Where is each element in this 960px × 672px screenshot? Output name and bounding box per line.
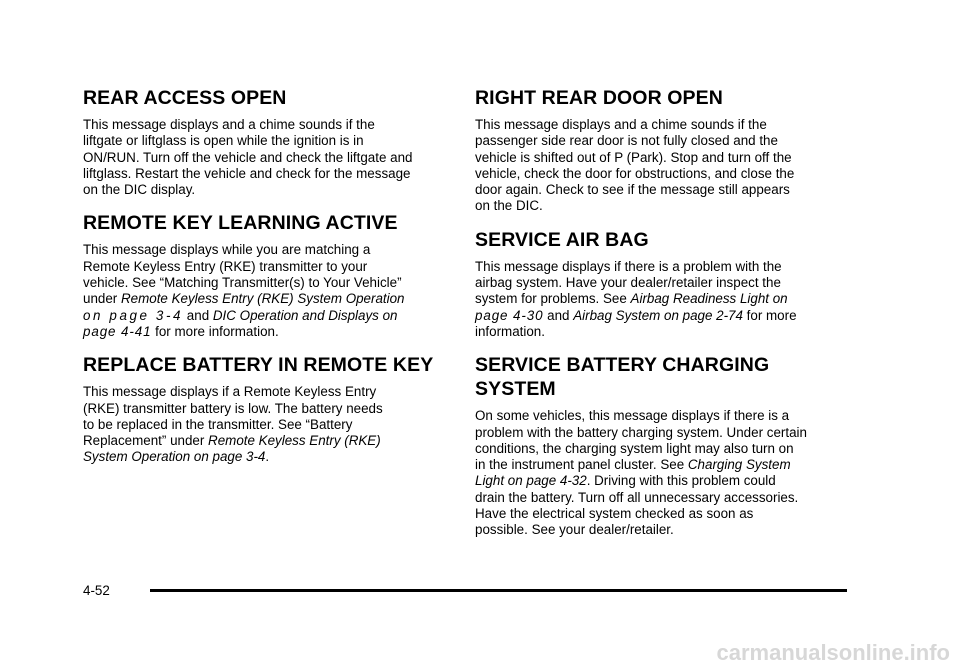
body-line: (RKE) transmitter battery is low. The battery needs (83, 400, 383, 416)
section-body (475, 117, 850, 215)
body-line: This message displays while you are matching a (83, 242, 371, 258)
section-remote-key-learning-active (83, 211, 458, 340)
heading-line: SERVICE BATTERY CHARGING (475, 354, 770, 377)
line-text: for more (742, 307, 797, 323)
page-reference-link[interactable]: on page 3-4 (83, 307, 184, 323)
body-line: This message displays if there is a problem with the (475, 258, 782, 274)
body-line: This message displays and a chime sounds if the (475, 117, 767, 132)
line-text: and (183, 307, 213, 323)
body-line: possible. See your dealer/retailer. (475, 522, 674, 538)
body-line: on the DIC. (475, 198, 543, 214)
heading-line: SYSTEM (475, 378, 556, 401)
section-body (475, 259, 850, 340)
body-line (475, 473, 850, 489)
section-heading: RIGHT REAR DOOR OPEN (475, 87, 723, 109)
section-body (83, 117, 458, 198)
body-line: This message displays and a chime sounds if the (83, 117, 375, 132)
line-text: and (543, 307, 574, 323)
body-line (83, 291, 458, 307)
body-line: vehicle is shifted out of P (Park). Stop and turn off the (475, 149, 792, 165)
line-text: for more information. (151, 323, 279, 339)
body-line: to be replaced in the transmitter. See “Battery (83, 416, 353, 432)
body-line (475, 308, 850, 324)
body-line: liftgate or liftglass is open while the ignition is in (83, 133, 364, 149)
body-line: door again. Check to see if the message still appears (475, 182, 790, 198)
line-text: Replacement” under (83, 433, 209, 449)
line-text: . (265, 449, 270, 465)
section-service-air-bag (475, 228, 850, 340)
body-line (475, 457, 850, 473)
section-right-rear-door-open (475, 86, 850, 215)
section-heading: REAR ACCESS OPEN (83, 87, 287, 109)
section-body (83, 384, 458, 465)
cross-reference-link[interactable]: Light on page 4-32 (475, 473, 587, 489)
footer-rule (150, 589, 847, 592)
right-column (475, 86, 850, 552)
line-text: in the instrument panel cluster. See (475, 457, 688, 473)
body-line: airbag system. Have your dealer/retailer inspect the (475, 275, 781, 291)
body-line: conditions, the charging system light may also turn on (475, 440, 794, 456)
section-heading: REMOTE KEY LEARNING ACTIVE (83, 212, 398, 235)
watermark: carmanualsonline.info (716, 640, 950, 665)
cross-reference-link[interactable]: Airbag Readiness Light on (630, 291, 788, 307)
section-rear-access-open (83, 86, 458, 198)
body-line: vehicle. See “Matching Transmitter(s) to Your Vehicle” (83, 275, 402, 291)
body-line: passenger side rear door is not fully closed and the (475, 133, 778, 149)
page-reference-link[interactable]: page 4-41 (83, 323, 152, 339)
page-reference-link[interactable]: page 4-30 (475, 307, 544, 323)
cross-reference-link[interactable]: Remote Keyless Entry (RKE) System Operation (120, 291, 405, 307)
cross-reference-link[interactable]: DIC Operation and Displays on (212, 307, 398, 323)
body-line (83, 308, 458, 324)
body-line: This message displays if a Remote Keyless Entry (83, 384, 377, 400)
section-heading: SERVICE AIR BAG (475, 228, 649, 251)
section-body (83, 242, 458, 340)
body-line: Have the electrical system checked as soon as (475, 506, 754, 522)
body-line: drain the battery. Turn off all unnecessary accessories. (475, 489, 799, 505)
cross-reference-link[interactable]: Charging System (687, 457, 791, 473)
body-line: ON/RUN. Turn off the vehicle and check the liftgate and (83, 149, 413, 165)
body-line (475, 291, 850, 307)
section-service-battery-charging-system (475, 353, 850, 538)
cross-reference-link[interactable]: System Operation on page 3-4 (83, 449, 266, 465)
body-line: problem with the battery charging system. Under certain (475, 424, 807, 440)
body-line: liftglass. Restart the vehicle and check for the message (83, 165, 411, 181)
body-line: On some vehicles, this message displays if there is a (475, 408, 790, 424)
page-number: 4-52 (83, 583, 110, 598)
cross-reference-link[interactable]: Airbag System on page 2-74 (573, 307, 743, 323)
body-line (83, 324, 458, 340)
body-line: on the DIC display. (83, 182, 196, 198)
line-text: under (83, 291, 121, 307)
section-replace-battery-in-remote-key (83, 353, 458, 465)
body-line: Remote Keyless Entry (RKE) transmitter to your (83, 258, 368, 274)
section-body (475, 408, 850, 538)
cross-reference-link[interactable]: Remote Keyless Entry (RKE) (208, 433, 381, 449)
body-line: vehicle, check the door for obstructions, and close the (475, 165, 795, 181)
line-text: system for problems. See (475, 291, 631, 307)
section-heading (475, 353, 850, 401)
line-text: . Driving with this problem could (586, 473, 776, 489)
body-line (83, 449, 458, 465)
body-line: information. (475, 323, 545, 339)
body-line (83, 433, 458, 449)
section-heading: REPLACE BATTERY IN REMOTE KEY (83, 354, 434, 377)
left-column (83, 86, 458, 479)
